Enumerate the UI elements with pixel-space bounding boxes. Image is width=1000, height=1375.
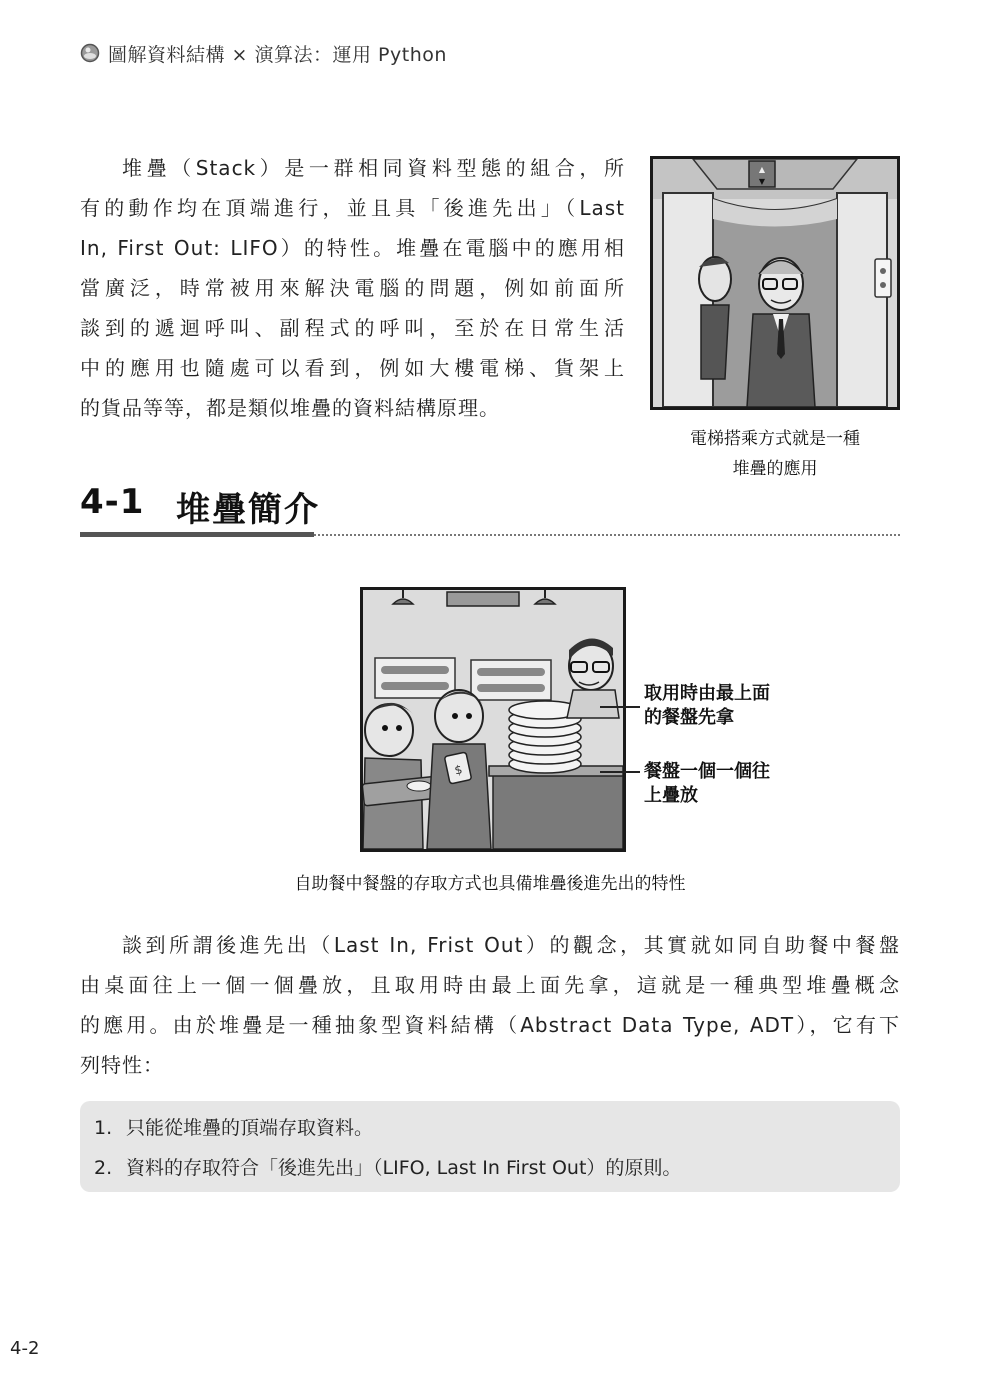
svg-text:▼: ▼	[758, 177, 766, 186]
lifo-line: 談到所謂後進先出（Last In, Frist Out）的觀念，其實就如同自助餐中餐盤	[122, 933, 900, 957]
intro-line: In, First Out: LIFO）的特性。堆疊在電腦中的應用相	[80, 236, 625, 260]
callout-line: 取用時由最上面	[644, 683, 770, 704]
intro-line: 堆疊（Stack）是一群相同資料型態的組合，所	[122, 156, 625, 180]
page-number: 4-2	[10, 1338, 40, 1359]
list-item	[94, 1108, 900, 1148]
lifo-paragraph	[80, 925, 900, 1085]
intro-line: 的貨品等等，都是類似堆疊的資料結構原理。	[80, 396, 500, 420]
elevator-illustration	[650, 156, 900, 410]
intro-line: 有的動作均在頂端進行，並且具「後進先出」（Last	[80, 196, 625, 220]
cafeteria-illustration	[360, 587, 626, 852]
list-text: 資料的存取符合「後進先出」（LIFO, Last In First Out）的原則。	[126, 1157, 682, 1179]
section-number: 4-1	[80, 482, 145, 522]
book-title: 圖解資料結構 × 演算法：運用 Python	[108, 43, 447, 66]
cafeteria-caption: 自助餐中餐盤的存取方式也具備堆疊後進先出的特性	[294, 874, 686, 894]
section-dotted-rule	[314, 534, 900, 536]
elevator-caption	[650, 424, 900, 484]
elevator-drawing	[653, 159, 897, 407]
intro-line: 中的應用也隨處可以看到，例如大樓電梯、貨架上	[80, 356, 625, 380]
lifo-line: 的應用。由於堆疊是一種抽象型資料結構（Abstract Data Type, ADT），它有下	[80, 1013, 900, 1037]
callout-line: 的餐盤先拿	[644, 707, 734, 728]
list-item	[94, 1148, 900, 1188]
intro-line: 談到的遞迴呼叫、副程式的呼叫，至於在日常生活	[80, 316, 625, 340]
svg-text:▲: ▲	[758, 165, 766, 174]
caption-line: 堆疊的應用	[732, 459, 818, 479]
callout-line: 餐盤一個一個往	[644, 761, 770, 782]
cafeteria-drawing	[363, 590, 623, 849]
book-bullet-icon	[80, 43, 100, 63]
lifo-line: 列特性：	[80, 1053, 164, 1077]
lifo-line: 由桌面往上一個一個疊放，且取用時由最上面先拿，這就是一種典型堆疊概念	[80, 973, 900, 997]
svg-text:$: $	[453, 762, 464, 778]
caption-line: 電梯搭乘方式就是一種	[690, 429, 860, 449]
list-number: 2.	[94, 1157, 113, 1179]
callout-line: 上疊放	[644, 785, 698, 806]
section-title: 堆疊簡介	[176, 490, 320, 530]
intro-line: 當廣泛，時常被用來解決電腦的問題，例如前面所	[80, 276, 625, 300]
list-number: 1.	[94, 1117, 113, 1139]
callout-stack-plates	[644, 760, 770, 808]
running-header	[80, 38, 447, 68]
section-underline	[80, 532, 314, 537]
callout-top-leader	[600, 706, 640, 708]
callout-bottom-leader	[600, 771, 640, 773]
properties-list	[80, 1101, 900, 1192]
intro-paragraph	[80, 148, 625, 428]
section-heading	[80, 482, 900, 540]
list-text: 只能從堆疊的頂端存取資料。	[126, 1117, 374, 1139]
callout-take-top-plate	[644, 682, 770, 730]
